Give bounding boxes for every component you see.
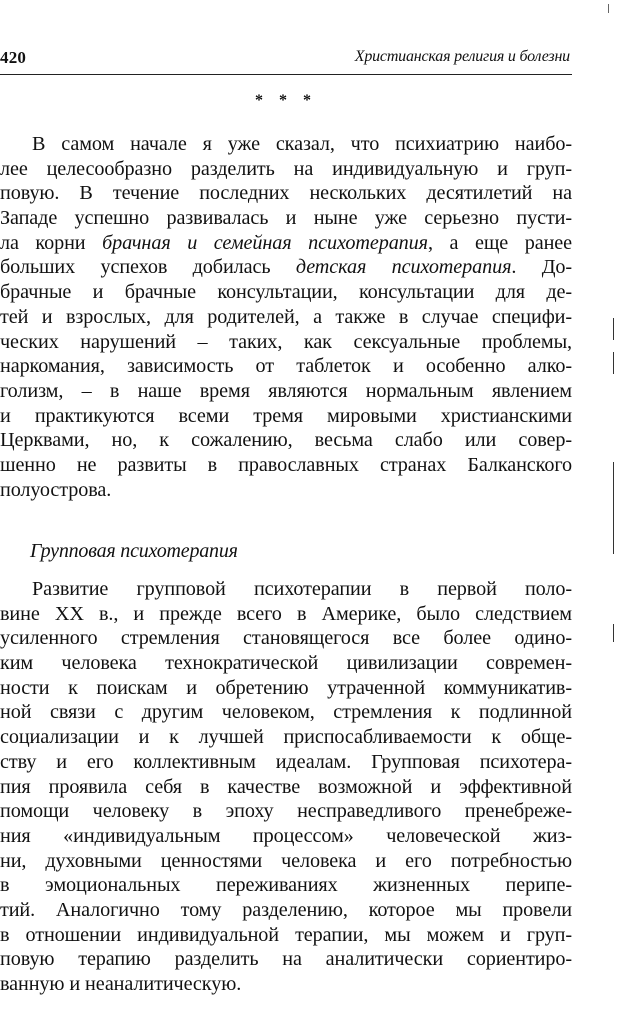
scan-mark xyxy=(608,4,609,13)
margin-scan-mark xyxy=(613,624,614,642)
text-line: В самом начале я уже сказал, что психиатрию наибо- xyxy=(32,133,572,155)
running-title: Христианская религия и болезни xyxy=(354,48,570,65)
text-line: Церквами, но, к сожалению, весьма слабо или совер- xyxy=(0,429,572,452)
section-heading: Групповая психотерапия xyxy=(30,540,238,562)
text-line: ной связи с другим человеком, стремления к подлинной xyxy=(0,701,572,724)
header-rule xyxy=(0,74,572,75)
text-line: и практикуются всеми тремя мировыми христианскими xyxy=(0,404,572,427)
emphasis-text: детская психотерапия xyxy=(295,256,512,279)
margin-scan-mark xyxy=(613,462,614,554)
text-line: голизм, – в наше время являются нормальным явлением xyxy=(0,379,572,402)
text-line: брачные и брачные консультации, консультации для де- xyxy=(0,281,572,304)
text-line: в эмоциональных переживаниях жизненных перипе- xyxy=(0,874,572,897)
text-line: ству и его коллективным идеалам. Групповая психотера- xyxy=(0,750,572,773)
page-header xyxy=(0,44,572,72)
text-line: усиленного стремления становящегося все более одино- xyxy=(0,627,572,650)
emphasis-text: брачная и семейная психотерапия xyxy=(102,231,428,254)
text-line: шенно не развиты в православных странах Балканского xyxy=(0,453,572,476)
text-segment: , а еще ранее xyxy=(427,231,572,254)
margin-scan-mark xyxy=(613,352,614,374)
text-line-with-emphasis xyxy=(0,255,572,280)
text-line: тий. Аналогично тому разделению, которое мы провели xyxy=(0,898,572,921)
text-line: Развитие групповой психотерапии в первой поло- xyxy=(32,578,572,600)
text-line: ванную и неаналитическую. xyxy=(0,973,242,995)
text-line: социализации и к лучшей приспосабливаемости к обще- xyxy=(0,726,572,749)
text-line: помощи человеку в эпоху несправедливого пренебреже- xyxy=(0,800,572,823)
text-line: наркомания, зависимость от таблеток и особенно алко- xyxy=(0,355,572,378)
text-line: ни, духовными ценностями человека и его потребностью xyxy=(0,849,572,872)
text-segment: больших успехов добилась xyxy=(0,256,296,279)
text-segment: . До- xyxy=(511,256,572,279)
text-line: ности к поискам и обретению утраченной коммуникатив- xyxy=(0,676,572,699)
text-line-with-emphasis xyxy=(0,231,572,256)
text-line: Западе успешно развивалась и ныне уже серьезно пусти- xyxy=(0,207,572,230)
text-line: лее целесообразно разделить на индивидуальную и груп- xyxy=(0,157,572,180)
text-line: ния «индивидуальным процессом» человеческой жиз- xyxy=(0,824,572,847)
text-line: повую. В течение последних нескольких десятилетий на xyxy=(0,182,572,205)
paragraph-2 xyxy=(0,577,572,997)
section-separator: * * * xyxy=(255,92,317,109)
margin-scan-mark xyxy=(613,318,614,340)
page-number: 420 xyxy=(0,48,27,67)
text-line: тей и взрослых, для родителей, а также в случае специфи- xyxy=(0,305,572,328)
text-line: повую терапию разделить на аналитически сориентиро- xyxy=(0,948,572,971)
text-line: полуострова. xyxy=(0,478,112,501)
text-line: ким человека технократической цивилизации современ- xyxy=(0,652,572,675)
text-line: пия проявила себя в качестве возможной и эффективной xyxy=(0,775,572,798)
paragraph-1 xyxy=(0,132,572,502)
text-line: ческих нарушений – таких, как сексуальные проблемы, xyxy=(0,330,572,353)
text-line: в отношении индивидуальной терапии, мы можем и груп- xyxy=(0,923,572,946)
text-line: вине XX в., и прежде всего в Америке, было следствием xyxy=(0,602,572,625)
text-segment: ла корни xyxy=(0,231,103,254)
